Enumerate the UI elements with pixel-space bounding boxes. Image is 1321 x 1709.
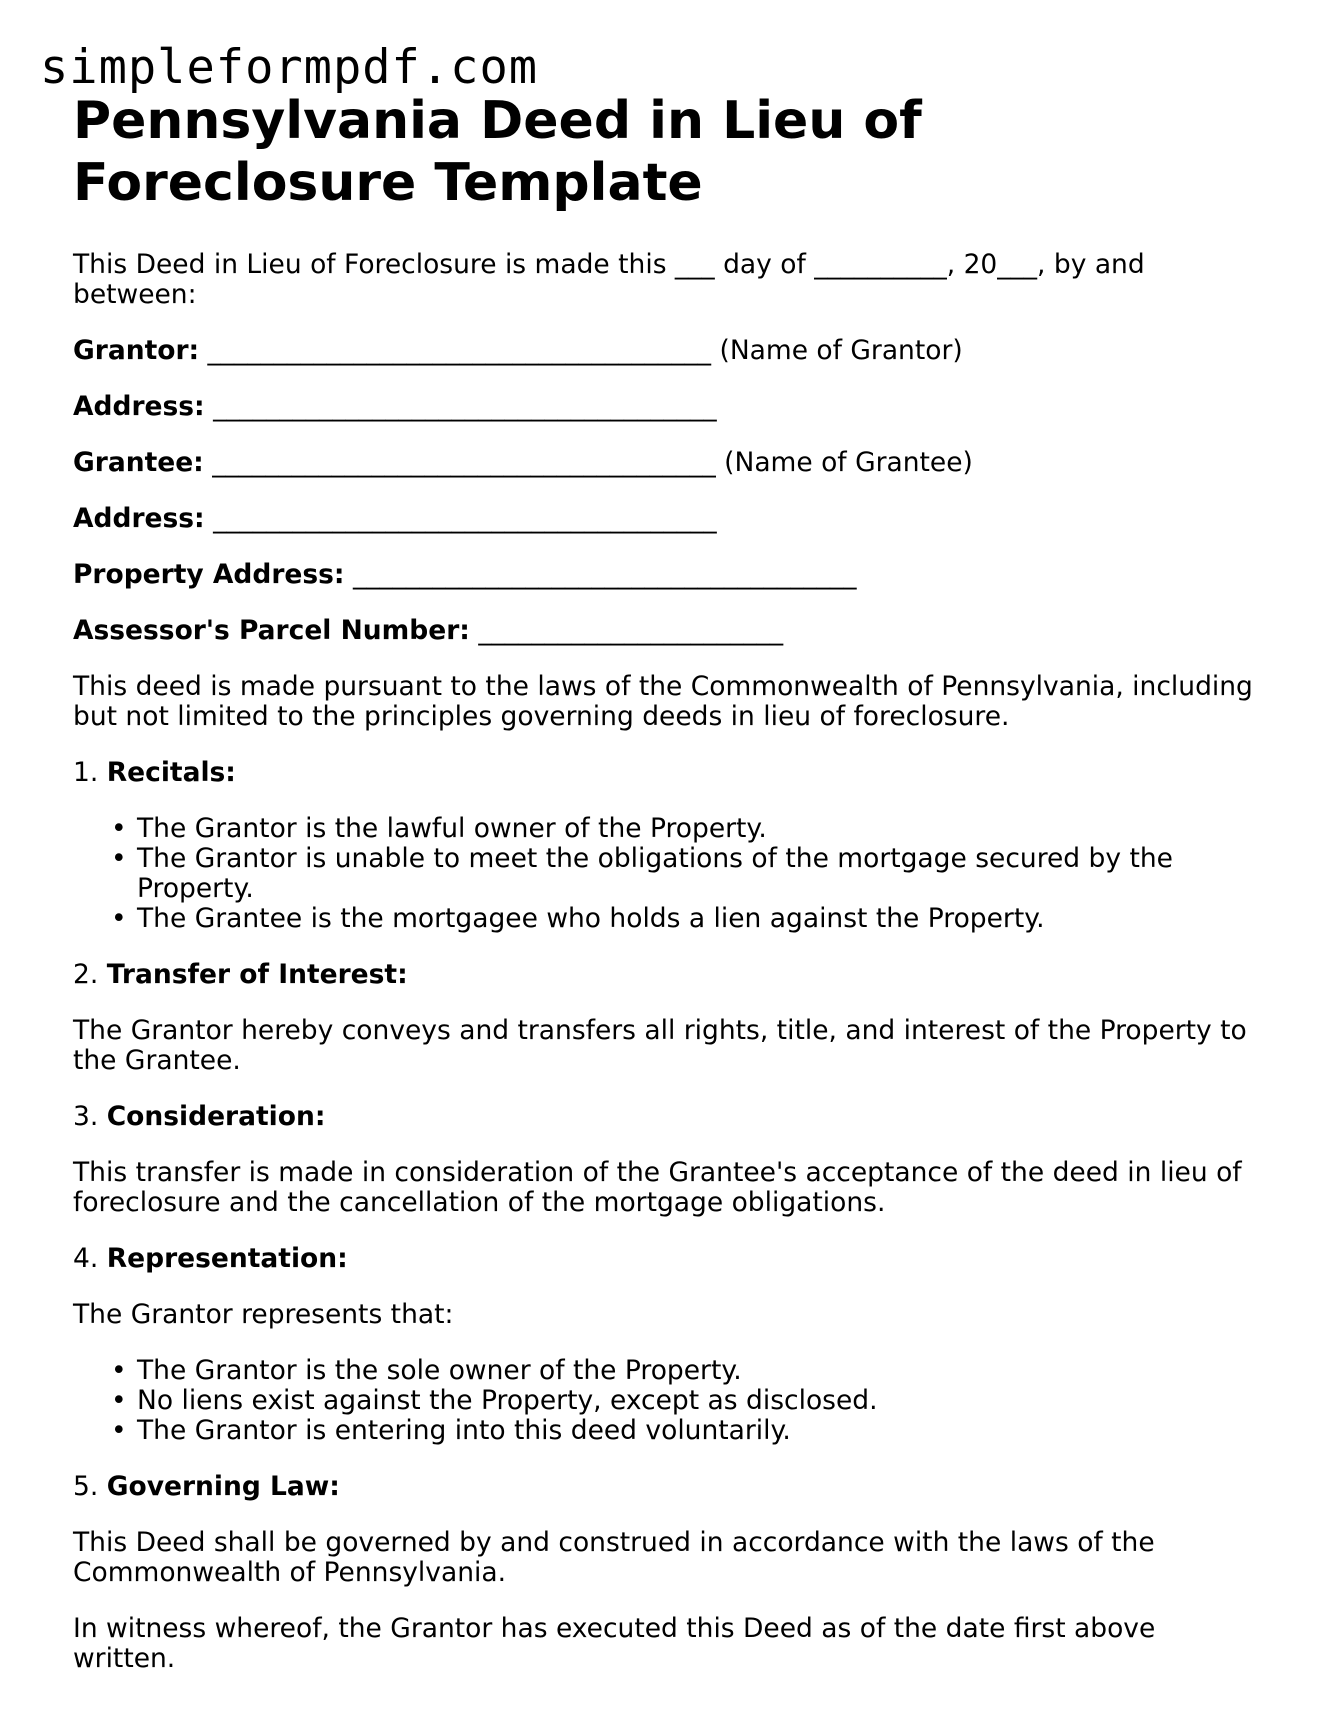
grantee-note: (Name of Grantee) (724, 447, 973, 478)
bullet-icon: • (111, 813, 127, 844)
bullet-icon: • (111, 903, 127, 934)
grantor-address-field (73, 392, 1263, 422)
grantor-field (73, 336, 1263, 366)
section-number: 2. (73, 959, 99, 990)
list-item (111, 1385, 1263, 1416)
recitals-list (73, 814, 1263, 934)
grantee-address-blank[interactable]: ______________________________________ (213, 503, 717, 534)
section-title: Representation: (106, 1243, 348, 1274)
list-item-text: The Grantor is the lawful owner of the Property. (137, 813, 767, 844)
bullet-icon: • (111, 1415, 127, 1446)
grantor-blank[interactable]: ______________________________________ (207, 335, 712, 366)
section-title: Consideration: (106, 1101, 326, 1132)
pursuant-paragraph: This deed is made pursuant to the laws of the Commonwealth of Pennsylvania, including but not limited to the principles governing deeds in lieu of foreclosure. (73, 671, 1253, 732)
section-4-body: The Grantor represents that: (73, 1299, 454, 1330)
property-address-field (73, 560, 1263, 590)
list-item-text: The Grantee is the mortgagee who holds a lien against the Property. (137, 903, 1045, 934)
representation-list (73, 1356, 1263, 1446)
property-address-blank[interactable]: ______________________________________ (352, 559, 857, 590)
section-3-heading (73, 1102, 1263, 1132)
section-title: Transfer of Interest: (106, 959, 408, 990)
grantor-label: Grantor: (73, 335, 200, 366)
grantee-label: Grantee: (73, 447, 204, 478)
closing-paragraph: In witness whereof, the Grantor has executed this Deed as of the date first above written. (73, 1613, 1156, 1674)
section-5-heading (73, 1472, 1263, 1502)
section-title: Recitals: (106, 757, 236, 788)
grantor-note: (Name of Grantor) (719, 335, 963, 366)
section-4-heading (73, 1244, 1263, 1274)
grantee-address-label: Address: (73, 503, 205, 534)
intro-paragraph: This Deed in Lieu of Foreclosure is made this ___ day of __________, 20___, by and between: (73, 249, 1145, 310)
parcel-number-field (73, 616, 1263, 646)
title-line-2: Foreclosure Template (73, 153, 703, 213)
section-number: 4. (73, 1243, 99, 1274)
section-5-body: This Deed shall be governed by and construed in accordance with the laws of the Commonwealth of Pennsylvania. (73, 1527, 1155, 1588)
title-line-1: Pennsylvania Deed in Lieu of (73, 91, 922, 151)
section-title: Governing Law: (106, 1471, 340, 1502)
property-address-label: Property Address: (73, 559, 345, 590)
list-item (111, 843, 1263, 904)
section-2-body: The Grantor hereby conveys and transfers all rights, title, and interest of the Property to the Grantee. (73, 1015, 1247, 1076)
bullet-icon: • (111, 1385, 127, 1416)
grantor-address-label: Address: (73, 391, 205, 422)
list-item-text: The Grantor is entering into this deed voluntarily. (137, 1415, 791, 1446)
list-item (111, 903, 1263, 934)
section-number: 5. (73, 1471, 99, 1502)
section-number: 3. (73, 1101, 99, 1132)
section-2-heading (73, 960, 1263, 990)
bullet-icon: • (111, 1355, 127, 1386)
section-number: 1. (73, 757, 99, 788)
list-item-text: The Grantor is the sole owner of the Property. (137, 1355, 742, 1386)
grantee-field (73, 448, 1263, 478)
site-watermark: simpleformpdf.com (40, 40, 539, 95)
document-page (73, 90, 1263, 1674)
list-item (111, 1415, 1263, 1446)
page-title (73, 90, 1263, 214)
section-3-body: This transfer is made in consideration of the Grantee's acceptance of the deed in lieu of foreclosure and the cancellation of the mortgage obligations. (73, 1157, 1242, 1218)
grantor-address-blank[interactable]: ______________________________________ (213, 391, 717, 422)
list-item-text: No liens exist against the Property, except as disclosed. (137, 1385, 878, 1416)
list-item-text: The Grantor is unable to meet the obligations of the mortgage secured by the Property. (137, 843, 1173, 904)
grantee-blank[interactable]: ______________________________________ (212, 447, 716, 478)
parcel-number-blank[interactable]: _______________________ (478, 615, 784, 646)
parcel-number-label: Assessor's Parcel Number: (73, 615, 470, 646)
grantee-address-field (73, 504, 1263, 534)
bullet-icon: • (111, 843, 127, 874)
list-item (111, 1355, 1263, 1386)
list-item (111, 813, 1263, 844)
section-1-heading (73, 758, 1263, 788)
